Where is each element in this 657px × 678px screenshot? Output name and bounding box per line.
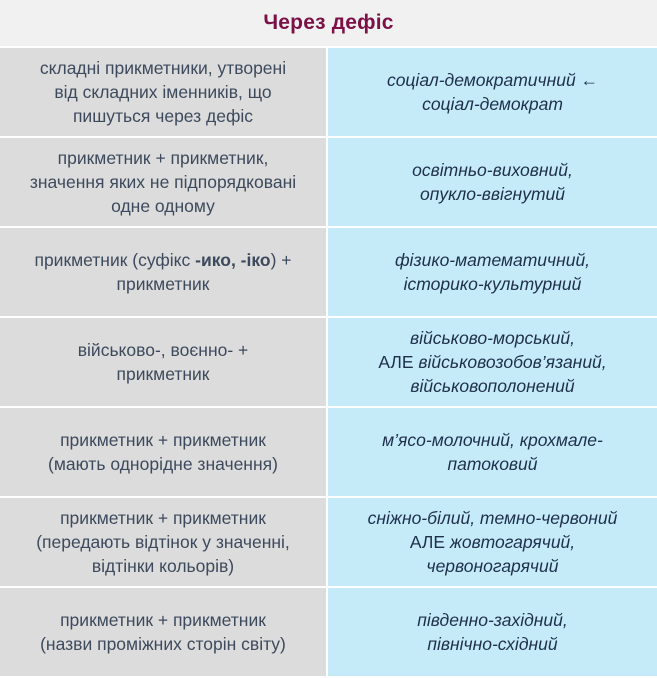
example-line: освітньо-виховний, <box>412 160 573 180</box>
table-row-color-shades <box>0 498 657 588</box>
rule-cell <box>0 408 328 496</box>
example-cell <box>328 228 657 316</box>
example-text: військовозобов’язаний, <box>418 352 607 372</box>
rule-line: прикметник + прикметник <box>60 610 266 630</box>
suffix-highlight: -ико, -іко <box>195 250 271 270</box>
exception-label: АЛЕ <box>378 352 419 372</box>
table-row-homogeneous <box>0 408 657 498</box>
example-line: соціал-демократичний ← <box>386 70 599 90</box>
example-cell <box>328 408 657 496</box>
exception-label: АЛЕ <box>409 532 450 552</box>
rule-line: (передають відтінок у значенні, <box>36 532 290 552</box>
rule-cell <box>0 228 328 316</box>
example-line: фізико-математичний, <box>394 250 591 270</box>
example-cell <box>328 48 657 136</box>
title-bar <box>0 0 657 48</box>
rule-cell <box>0 138 328 226</box>
rule-line: прикметник <box>116 274 210 294</box>
rule-line: відтінки кольорів) <box>91 556 235 576</box>
rule-line: прикметник + прикметник <box>60 430 266 450</box>
rule-text: ) + <box>270 250 292 270</box>
rule-cell <box>0 588 328 676</box>
rule-text: прикметник (суфікс <box>34 250 196 270</box>
table-title: Через дефіс <box>263 11 394 34</box>
example-line: військово-морський, <box>409 328 575 348</box>
example-line: південно-західний, <box>417 610 568 630</box>
table-row-compound-nouns <box>0 48 657 138</box>
example-line: соціал-демократ <box>422 94 563 114</box>
table-row-suffix-iko <box>0 228 657 318</box>
example-line: опукло-ввігнутий <box>419 184 565 204</box>
example-line: сніжно-білий, темно-червоний <box>367 508 618 528</box>
example-line: червоногарячий <box>426 556 559 576</box>
rule-line: пишуться через дефіс <box>72 106 254 126</box>
example-cell <box>328 498 657 586</box>
rule-cell <box>0 498 328 586</box>
example-line: історико-культурний <box>403 274 582 294</box>
rule-line: складні прикметники, утворені <box>39 58 287 78</box>
rule-line: прикметник + прикметник, <box>57 148 269 168</box>
rule-line: (мають однорідне значення) <box>48 454 278 474</box>
example-cell <box>328 318 657 406</box>
example-line: м’ясо-молочний, крохмале- <box>382 430 603 450</box>
example-line: патоковий <box>447 454 538 474</box>
rules-table <box>0 48 657 676</box>
example-cell <box>328 588 657 676</box>
example-line: військовополонений <box>410 376 575 396</box>
rule-line: значення яких не підпорядковані <box>29 172 297 192</box>
rule-cell <box>0 48 328 136</box>
rule-line: (назви проміжних сторін світу) <box>40 634 286 654</box>
rule-line: військово-, воєнно- + <box>77 340 249 360</box>
example-text: жовтогарячий, <box>449 532 576 552</box>
rule-line: прикметник + прикметник <box>60 508 266 528</box>
rule-line <box>34 248 291 272</box>
rule-line: одне одному <box>111 196 215 216</box>
rule-line: від складних іменників, що <box>54 82 272 102</box>
example-line: північно-східний <box>427 634 558 654</box>
table-row-cardinal-directions <box>0 588 657 676</box>
example-cell <box>328 138 657 226</box>
rule-cell <box>0 318 328 406</box>
example-line <box>378 350 606 374</box>
example-line <box>368 530 618 554</box>
rule-line: прикметник <box>116 364 210 384</box>
table-row-military <box>0 318 657 408</box>
table-row-independent-meanings <box>0 138 657 228</box>
